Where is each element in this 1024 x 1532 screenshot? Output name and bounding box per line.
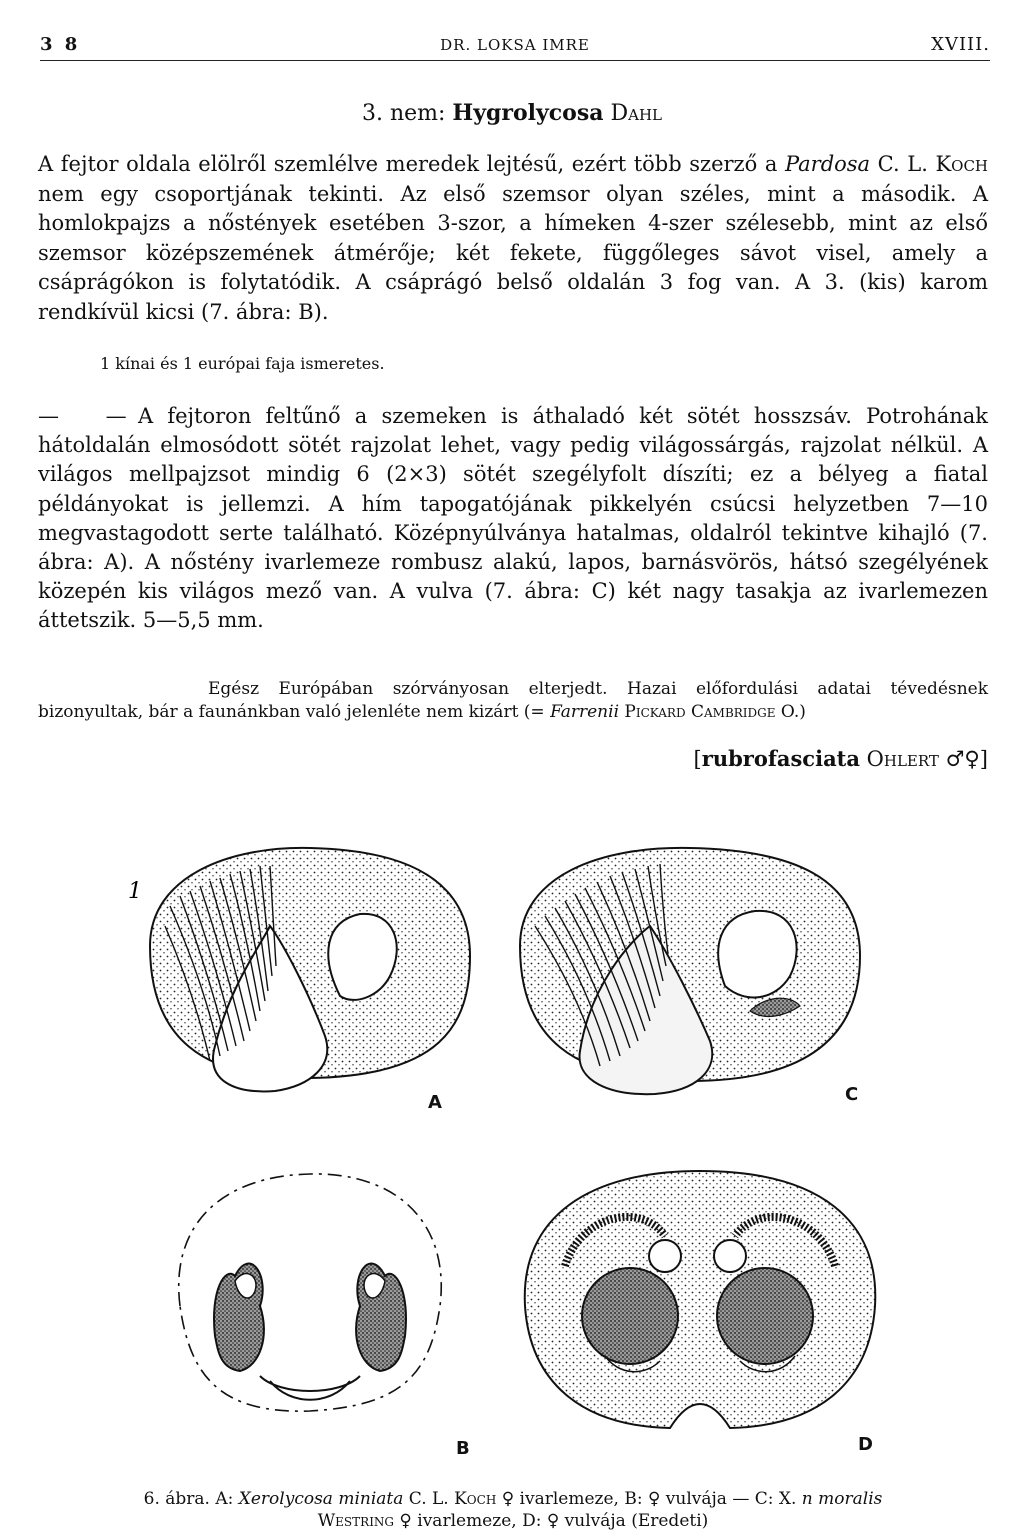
panel-a-drawing <box>150 848 470 1092</box>
panel-c-drawing <box>520 848 860 1094</box>
panel-b-drawing <box>179 1174 442 1411</box>
caption-text: ♀ ivarlemeze, B: ♀ vulvája — C: X. <box>496 1489 802 1509</box>
caption-text: C. L. <box>403 1489 455 1509</box>
caption-text: 6. ábra. A: <box>143 1489 239 1509</box>
distribution-end: O.) <box>775 702 806 722</box>
caption-species-2: n moralis <box>801 1489 883 1509</box>
bracket-open: [ <box>693 747 702 771</box>
sex-symbols: ♂♀ <box>945 747 980 771</box>
synonym-author: Pickard Cambridge <box>624 702 776 722</box>
caption-text: ♀ ivarlemeze, D: ♀ vulvája (Eredeti) <box>394 1511 709 1531</box>
panel-label-b: B <box>456 1438 470 1459</box>
figure-caption <box>38 1488 988 1532</box>
genus-description <box>38 150 988 327</box>
species-count-note: 1 kínai és 1 európai faja ismeretes. <box>100 354 385 373</box>
author-koch: Koch <box>935 152 988 176</box>
panel-d-drawing <box>525 1171 876 1428</box>
page-number: 3 8 <box>40 34 81 55</box>
running-title: DR. LOKSA IMRE <box>440 36 590 54</box>
genus-name: Hygrolycosa <box>452 100 604 126</box>
section-number: XVIII. <box>931 34 990 55</box>
species-name: rubrofasciata <box>701 746 860 771</box>
anatomical-figure <box>110 836 960 1476</box>
genus-number: 3. nem: <box>361 101 446 126</box>
stray-mark: 1 <box>128 879 142 904</box>
page-header <box>40 30 990 61</box>
genus-description-text: nem egy csoportjának tekinti. Az első szemsor olyan széles, mint a második. A homlokpajzs a nőstények esetében 3-szor, a hímeken 4-szer szélesebb, mint az első szemsor középszemének átmérője; két fekete, függőleges sávot visel, amely a csáprágókon is folytatódik. A csáprágó belső oldalán 3 fog van. A 3. (kis) karom rendkívül kicsi (7. ábra: B). <box>38 181 988 324</box>
panel-label-c: C <box>845 1084 859 1105</box>
species-author: Ohlert <box>866 747 939 771</box>
pardosa-name: Pardosa <box>784 152 871 176</box>
caption-species-1: Xerolycosa miniata <box>238 1489 404 1509</box>
key-dashes: — — <box>38 404 147 428</box>
species-name-line <box>694 746 988 771</box>
panel-label-d: D <box>858 1434 873 1455</box>
caption-author-koch: Koch <box>454 1489 497 1509</box>
synonym-name: Farrenii <box>550 702 620 722</box>
genus-heading <box>0 100 1024 126</box>
distribution-text: Egész Európában szórványosan elterjedt. Hazai előfordulási adatai tévedésnek bizonyultak, bár a faunánkban való jelenléte nem kizárt (= <box>38 679 988 722</box>
genus-description-text: C. L. <box>870 152 936 176</box>
genus-description-text: A fejtor oldala elölről szemlélve meredek lejtésű, ezért több szerző a <box>38 152 785 176</box>
species-description-text: A fejtoron feltűnő a szemeken is áthaladó két sötét hosszsáv. Potrohának hátoldalán elmosódott sötét rajzolat lehet, vagy pedig világossárgás, rajzolat nélkül. A világos mellpajzsot mindig 6 (2×3) sötét szegélyfolt díszíti; ez a bélyeg a fiatal példányokat is jellemzi. A hím tapogatójának pikkelyén csúcsi helyzetben 7—10 megvastagodott serte található. Középnyúlványa hatalmas, oldalról tekintve kihajló (7. ábra: A). A nőstény ivarlemeze rombusz alakú, lapos, barnásvörös, hátsó szegélyének közepén kis világos mező van. A vulva (7. ábra: C) két nagy tasakja az ivarlemezen áttetszik. 5—5,5 mm. <box>38 404 988 633</box>
caption-author-westring: Westring <box>317 1511 395 1531</box>
bracket-close: ] <box>979 747 988 771</box>
distribution-note <box>38 678 988 724</box>
panel-label-a: A <box>428 1092 442 1113</box>
genus-author: Dahl <box>610 101 663 126</box>
